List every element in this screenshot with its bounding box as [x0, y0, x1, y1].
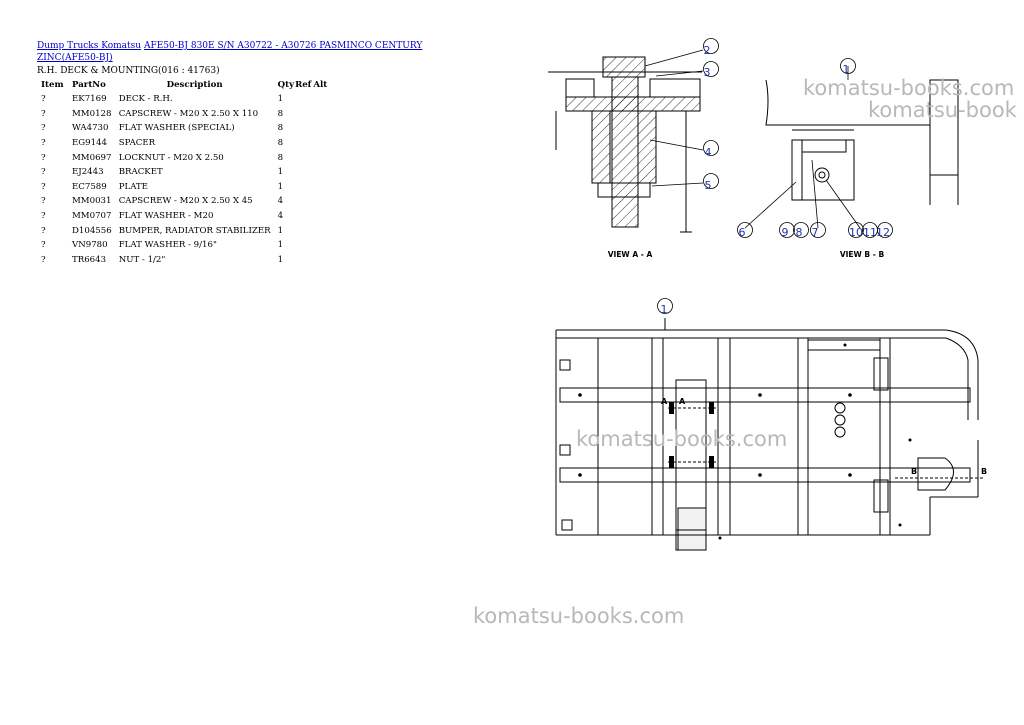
svg-text:9: 9 — [781, 226, 789, 239]
row-qty: 1 — [277, 254, 284, 265]
row-alt — [312, 121, 328, 136]
row-qty: 8 — [277, 138, 284, 149]
svg-text:12: 12 — [876, 226, 890, 239]
row-alt — [312, 209, 328, 224]
row-alt — [312, 194, 328, 209]
row-description: FLAT WASHER - 9/16" — [118, 240, 217, 251]
breadcrumb-link-dump-trucks[interactable]: Dump Trucks Komatsu — [37, 41, 142, 51]
header-alt: Alt — [313, 80, 328, 90]
header-description: Description — [166, 80, 223, 90]
callout-3[interactable] — [704, 62, 719, 80]
row-description: CAPSCREW - M20 X 2.50 X 110 — [118, 108, 259, 119]
row-item: ? — [41, 181, 46, 192]
table-row — [37, 223, 328, 238]
row-ref — [294, 107, 312, 122]
header-ref: Ref — [295, 80, 312, 90]
view-a-label: VIEW A - A — [607, 250, 653, 259]
table-row — [37, 107, 328, 122]
table-row — [37, 194, 328, 209]
table-row — [37, 209, 328, 224]
svg-text:3: 3 — [703, 66, 711, 79]
row-partno: EJ2443 — [72, 167, 104, 178]
row-qty: 8 — [277, 123, 284, 134]
row-item: ? — [41, 123, 46, 134]
table-row — [37, 165, 328, 180]
row-partno: EK7169 — [72, 94, 107, 105]
row-ref — [294, 92, 312, 107]
row-item: ? — [41, 138, 46, 149]
callout-2[interactable] — [704, 39, 719, 58]
row-ref — [294, 253, 312, 268]
header-partno: PartNo — [72, 80, 106, 90]
row-description: PLATE — [118, 181, 148, 192]
row-ref — [294, 136, 312, 151]
row-partno: MM0697 — [72, 152, 112, 163]
row-partno: MM0031 — [72, 196, 112, 207]
row-partno: EG9144 — [72, 138, 108, 149]
row-alt — [312, 136, 328, 151]
callout-1-view-b[interactable] — [841, 59, 856, 77]
row-ref — [294, 121, 312, 136]
row-ref — [294, 194, 312, 209]
breadcrumb-link-model[interactable]: AFE50-BJ 830E S/N A30722 - A30726 PASMINCO CENTURY ZINC(AFE50-BJ) — [37, 41, 423, 63]
callout-8[interactable] — [794, 223, 809, 240]
svg-text:6: 6 — [738, 226, 746, 239]
callout-6[interactable] — [738, 223, 753, 240]
row-qty: 8 — [277, 108, 284, 119]
row-partno: MM0128 — [72, 108, 112, 119]
row-qty: 8 — [277, 152, 284, 163]
row-description: SPACER — [118, 138, 156, 149]
row-alt — [312, 107, 328, 122]
row-item: ? — [41, 211, 46, 222]
parts-table — [37, 78, 328, 267]
callout-4[interactable] — [704, 141, 719, 160]
callout-1-plan[interactable] — [658, 299, 673, 317]
breadcrumb — [37, 40, 467, 64]
svg-text:5: 5 — [704, 179, 712, 192]
header-qty: Qty — [277, 80, 295, 90]
row-ref — [294, 209, 312, 224]
svg-text:2: 2 — [703, 44, 711, 57]
row-partno: D104556 — [72, 225, 112, 236]
table-row — [37, 253, 328, 268]
row-description: FLAT WASHER (SPECIAL) — [118, 123, 235, 134]
row-description: CAPSCREW - M20 X 2.50 X 45 — [118, 196, 253, 207]
parts-table-body — [37, 92, 328, 267]
row-alt — [312, 253, 328, 268]
table-header-row — [37, 78, 328, 92]
watermark: komatsu-books.com — [803, 76, 1015, 100]
table-row — [37, 238, 328, 253]
row-partno: VN9780 — [72, 240, 108, 251]
header-item: Item — [41, 80, 64, 90]
table-row — [37, 180, 328, 195]
svg-text:1: 1 — [842, 63, 850, 76]
svg-text:8: 8 — [795, 226, 803, 239]
watermark: komatsu-books.com — [576, 427, 788, 451]
row-item: ? — [41, 167, 46, 178]
view-a-a — [548, 57, 702, 232]
row-ref — [294, 180, 312, 195]
row-item: ? — [41, 240, 46, 251]
row-item: ? — [41, 196, 46, 207]
row-partno: TR6643 — [72, 254, 107, 265]
row-alt — [312, 223, 328, 238]
row-description: DECK - R.H. — [118, 94, 173, 105]
section-mark-b-left: B — [911, 467, 918, 476]
row-qty: 1 — [277, 240, 284, 251]
row-alt — [312, 150, 328, 165]
row-description: FLAT WASHER - M20 — [118, 211, 214, 222]
row-item: ? — [41, 254, 46, 265]
row-ref — [294, 238, 312, 253]
watermark: komatsu-books.com — [473, 604, 685, 628]
row-alt — [312, 180, 328, 195]
row-qty: 1 — [277, 94, 284, 105]
row-ref — [294, 165, 312, 180]
watermark: komatsu-book — [868, 98, 1017, 122]
row-description: BUMPER, RADIATOR STABILIZER — [118, 225, 271, 236]
view-b-label: VIEW B - B — [839, 250, 885, 259]
svg-text:10: 10 — [849, 226, 863, 239]
svg-text:7: 7 — [811, 226, 819, 239]
callout-12[interactable] — [876, 223, 893, 240]
section-mark-b-right: B — [981, 467, 988, 476]
section-mark-a-left: A — [661, 397, 668, 406]
row-item: ? — [41, 94, 46, 105]
row-partno: WA4730 — [72, 123, 109, 134]
row-partno: MM0707 — [72, 211, 112, 222]
table-row — [37, 121, 328, 136]
row-item: ? — [41, 225, 46, 236]
row-item: ? — [41, 108, 46, 119]
table-row — [37, 92, 328, 107]
row-item: ? — [41, 152, 46, 163]
row-qty: 1 — [277, 167, 284, 178]
row-alt — [312, 165, 328, 180]
callout-9[interactable] — [780, 223, 795, 240]
svg-text:1: 1 — [660, 303, 668, 316]
section-title: R.H. DECK & MOUNTING(016 : 41763) — [37, 66, 220, 76]
row-description: BRACKET — [118, 167, 163, 178]
row-description: NUT - 1/2" — [118, 254, 166, 265]
table-row — [37, 150, 328, 165]
row-ref — [294, 223, 312, 238]
row-ref — [294, 150, 312, 165]
row-qty: 1 — [277, 181, 284, 192]
callout-10[interactable] — [849, 223, 864, 240]
row-alt — [312, 92, 328, 107]
row-alt — [312, 238, 328, 253]
row-description: LOCKNUT - M20 X 2.50 — [118, 152, 224, 163]
callout-5[interactable] — [704, 174, 719, 193]
row-qty: 4 — [277, 211, 284, 222]
svg-text:4: 4 — [704, 146, 712, 159]
row-qty: 4 — [277, 196, 284, 207]
section-mark-a-right: A — [679, 397, 686, 406]
row-partno: EC7589 — [72, 181, 107, 192]
svg-text:11: 11 — [863, 226, 877, 239]
row-qty: 1 — [277, 225, 284, 236]
table-row — [37, 136, 328, 151]
